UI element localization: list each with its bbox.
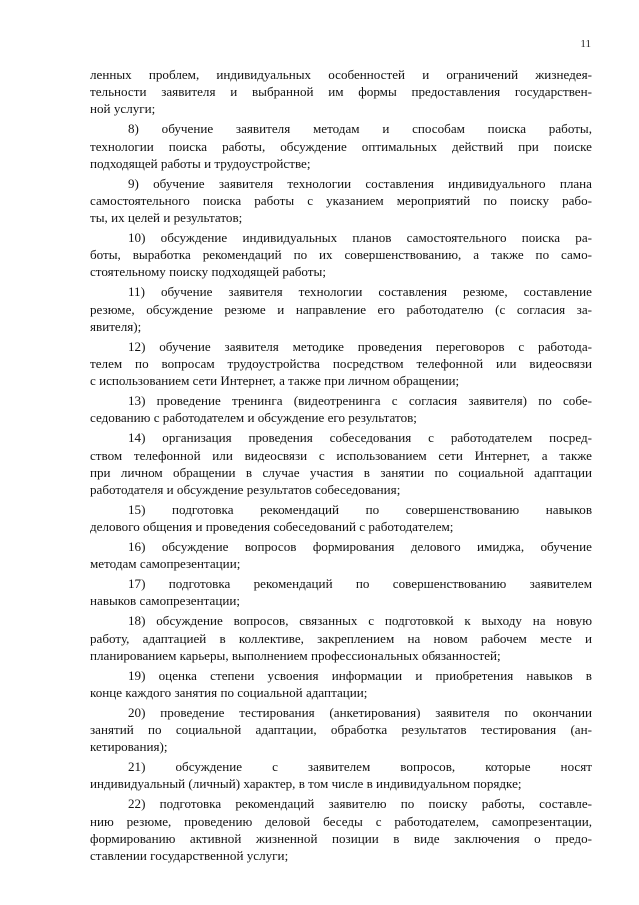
paragraph-line: явителя); bbox=[90, 318, 142, 334]
paragraph-line: самостоятельного поиска работы с указанием мероприятий по поиску рабо- bbox=[90, 192, 592, 208]
paragraph-line: 9) обучение заявителя технологии составления индивидуального плана bbox=[128, 175, 592, 191]
paragraph-line: седованию с работодателем и обсуждение его результатов; bbox=[90, 410, 417, 426]
paragraph-line: тельности заявителя и выбранной им формы предоставления государствен- bbox=[90, 84, 592, 100]
paragraph-line: нию резюме, проведению деловой беседы с работодателем, самопрезентации, bbox=[90, 813, 592, 829]
paragraph-line: конце каждого занятия по социальной адаптации; bbox=[90, 684, 368, 700]
paragraph bbox=[90, 501, 592, 535]
paragraph-line: боты, выработка рекомендаций по их совершенствованию, а также по само- bbox=[90, 247, 592, 263]
paragraph bbox=[90, 338, 592, 390]
paragraph bbox=[90, 175, 592, 227]
paragraph-line: 8) обучение заявителя методам и способам поиска работы, bbox=[128, 121, 592, 137]
paragraph-line: 15) подготовка рекомендаций по совершенствованию навыков bbox=[128, 501, 592, 517]
paragraph bbox=[90, 120, 592, 172]
paragraph bbox=[90, 229, 592, 281]
paragraph-line: ставлении государственной услуги; bbox=[90, 848, 289, 864]
paragraph-line: с использованием сети Интернет, а также при личном обращении; bbox=[90, 373, 460, 389]
paragraph-line: 20) проведение тестирования (анкетирования) заявителя по окончании bbox=[128, 704, 592, 720]
paragraph bbox=[90, 612, 592, 664]
paragraph-line: 14) организация проведения собеседования с работодателем посред- bbox=[128, 430, 592, 446]
document-body bbox=[90, 66, 592, 864]
paragraph-line: ной услуги; bbox=[90, 101, 156, 117]
paragraph-line: занятий по социальной адаптации, обработка результатов тестирования (ан- bbox=[90, 722, 592, 738]
paragraph-line: кетирования); bbox=[90, 739, 168, 755]
paragraph-line: технологии поиска работы, обсуждение оптимальных действий при поиске bbox=[90, 138, 592, 154]
paragraph bbox=[90, 758, 592, 792]
paragraph-line: при личном обращении в случае участия в занятии по социальной адаптации bbox=[90, 464, 592, 480]
paragraph-line: телем по вопросам трудоустройства посредством телефонной или видеосвязи bbox=[90, 355, 592, 371]
paragraph-line: делового общения и проведения собеседований с работодателем; bbox=[90, 519, 454, 535]
paragraph bbox=[90, 538, 592, 572]
paragraph bbox=[90, 704, 592, 756]
paragraph-line: формированию активной жизненной позиции в виде заключения о предо- bbox=[90, 830, 592, 846]
paragraph-line: ленных проблем, индивидуальных особенностей и ограничений жизнедея- bbox=[90, 67, 592, 82]
paragraph-line: 12) обучение заявителя методике проведения переговоров с работода- bbox=[128, 338, 592, 354]
paragraph-line: 17) подготовка рекомендаций по совершенствованию заявителем bbox=[128, 576, 592, 592]
paragraph-line: 18) обсуждение вопросов, связанных с подготовкой к выходу на новую bbox=[128, 613, 592, 629]
paragraph-line: работу, адаптацией в коллективе, закреплением на новом рабочем месте и bbox=[90, 630, 592, 646]
paragraph-line: индивидуальный (личный) характер, в том числе в индивидуальном порядке; bbox=[90, 776, 522, 792]
paragraph bbox=[90, 575, 592, 609]
paragraph bbox=[90, 667, 592, 701]
paragraph-line: 22) подготовка рекомендаций заявителю по поиску работы, составле- bbox=[128, 796, 592, 812]
paragraph bbox=[90, 283, 592, 335]
paragraph-line: методам самопрезентации; bbox=[90, 556, 241, 572]
paragraph-line: 10) обсуждение индивидуальных планов самостоятельного поиска ра- bbox=[128, 230, 592, 246]
paragraph-line: 21) обсуждение с заявителем вопросов, которые носят bbox=[128, 759, 592, 775]
paragraph-line: подходящей работы и трудоустройстве; bbox=[90, 155, 311, 171]
paragraph-line: 11) обучение заявителя технологии составления резюме, составление bbox=[128, 284, 592, 300]
paragraph-line: планированием карьеры, выполнением профессиональных обязанностей; bbox=[90, 647, 501, 663]
paragraph-line: резюме, обсуждение резюме и направление его работодателю (с согласия за- bbox=[90, 301, 592, 317]
paragraph-line: ством телефонной или видеосвязи с использованием сети Интернет, а также bbox=[90, 447, 592, 463]
paragraph-line: стоятельному поиску подходящей работы; bbox=[90, 264, 326, 280]
paragraph bbox=[90, 795, 592, 864]
paragraph-line: 16) обсуждение вопросов формирования делового имиджа, обучение bbox=[128, 539, 592, 555]
paragraph bbox=[90, 429, 592, 498]
paragraph-line: ты, их целей и результатов; bbox=[90, 210, 243, 226]
paragraph bbox=[90, 66, 592, 118]
paragraph bbox=[90, 392, 592, 426]
page-number: 11 bbox=[580, 38, 591, 50]
paragraph-line: 13) проведение тренинга (видеотренинга с согласия заявителя) по собе- bbox=[128, 393, 592, 409]
paragraph-line: навыков самопрезентации; bbox=[90, 593, 240, 609]
paragraph-line: 19) оценка степени усвоения информации и приобретения навыков в bbox=[128, 667, 592, 683]
paragraph-line: работодателя и обсуждение результатов собеседования; bbox=[90, 481, 401, 497]
